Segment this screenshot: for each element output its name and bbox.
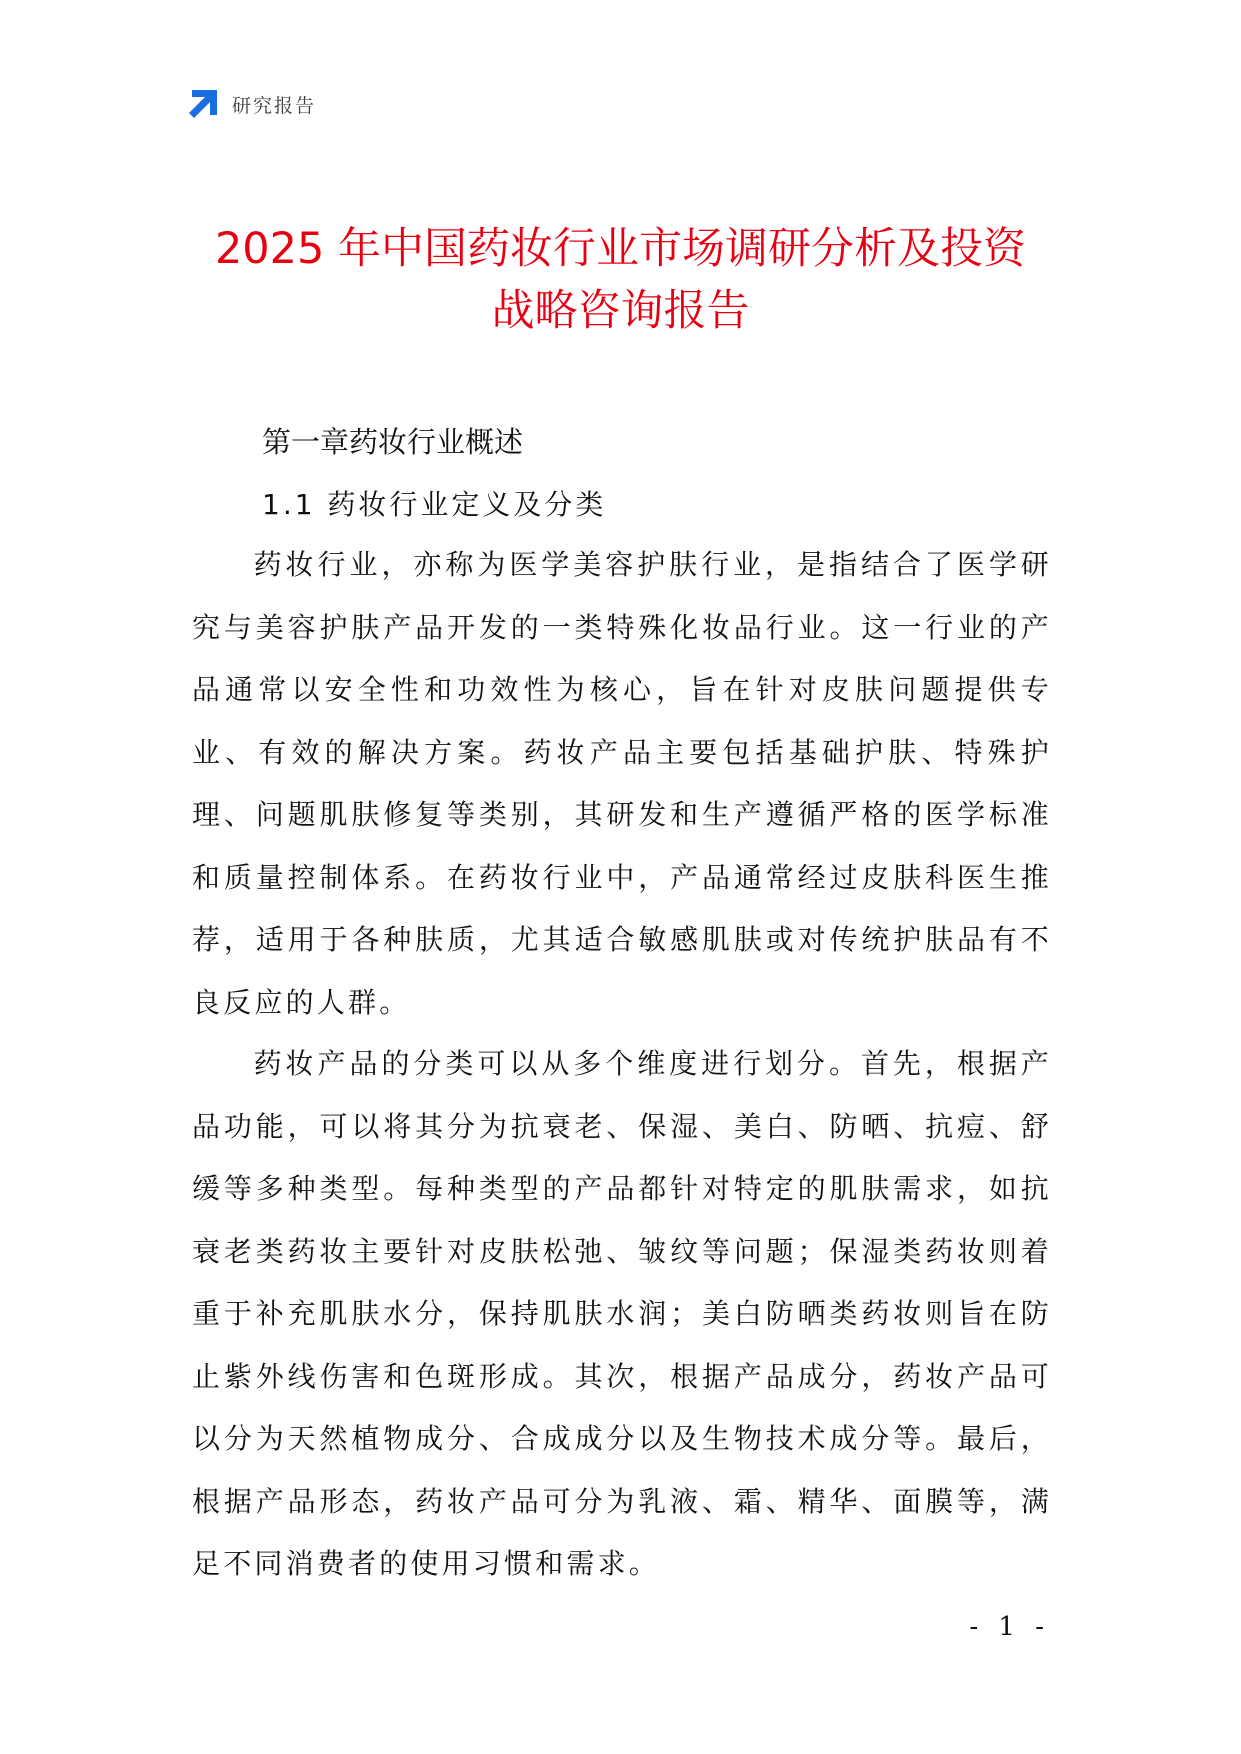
title-line-2: 战略咨询报告 <box>491 286 750 336</box>
document-title <box>150 218 1091 342</box>
chapter-heading: 第一章药妆行业概述 <box>262 425 524 459</box>
page-number: - 1 - <box>969 1612 1050 1642</box>
paragraph-classification: 药妆产品的分类可以从多个维度进行划分。首先，根据产品功能，可以将其分为抗衰老、保湿、美白、防晒、抗痘、舒缓等多种类型。每种类型的产品都针对特定的肌肤需求，如抗衰老类药妆主要针对皮肤松弛、皱纹等问题；保湿类药妆则着重于补充肌肤水分，保持肌肤水润；美白防晒类药妆则旨在防止紫外线伤害和色斑形成。其次，根据产品成分，药妆产品可以分为天然植物成分、合成成分以及生物技术成分等。最后，根据产品形态，药妆产品可分为乳液、霜、精华、面膜等，满足不同消费者的使用习惯和需求。 <box>192 1047 1052 1580</box>
arrow-up-right-icon <box>188 89 218 119</box>
page-header <box>188 86 316 122</box>
title-line-1: 2025 年中国药妆行业市场调研分析及投资 <box>214 224 1027 274</box>
header-label: 研究报告 <box>232 94 317 117</box>
section-heading: 1.1 药妆行业定义及分类 <box>262 488 607 521</box>
paragraph-definition: 药妆行业，亦称为医学美容护肤行业，是指结合了医学研究与美容护肤产品开发的一类特殊化妆品行业。这一行业的产品通常以安全性和功效性为核心，旨在针对皮肤问题提供专业、有效的解决方案。药妆产品主要包括基础护肤、特殊护理、问题肌肤修复等类别，其研发和生产遵循严格的医学标准和质量控制体系。在药妆行业中，产品通常经过皮肤科医生推荐，适用于各种肤质，尤其适合敏感肌肤或对传统护肤品有不良反应的人群。 <box>192 548 1052 1019</box>
